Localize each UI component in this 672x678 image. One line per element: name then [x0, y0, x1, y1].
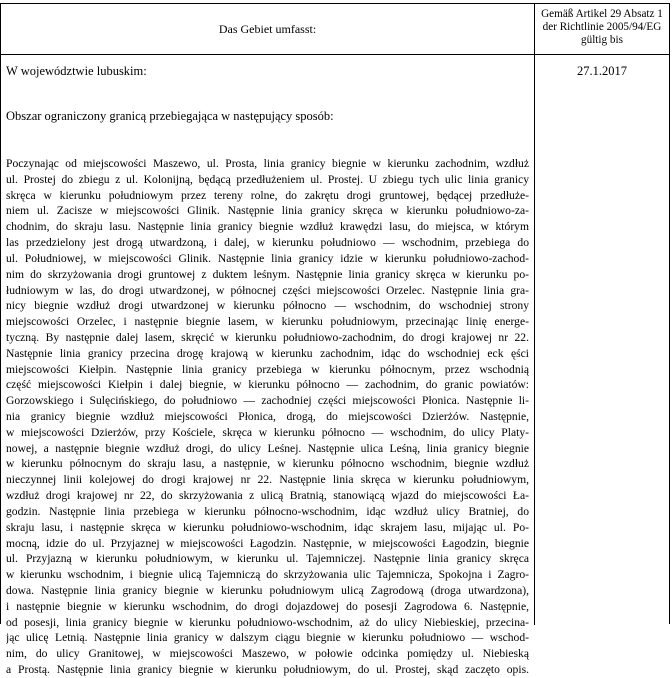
header-date-column — [535, 8, 669, 47]
header-date-line: der Richtlinie 2005/94/EG — [542, 21, 662, 33]
description-line: skręca w kierunku południowym przez tereny rolne, do zakrętu drogi gruntowej, będącej przedłuże- — [6, 188, 529, 202]
description-line: nia granicy biegnie wzdłuż miejscowości Płonica, drogą, do miejscowości Dzierżów. Następnie, — [6, 410, 529, 423]
description-line: nim, do ulicy Granitowej, w miejscowości Maszewo, w połowie odcinka pomiędzy ul. Niebieską — [6, 647, 529, 661]
description-line: nim do skrzyżowania drogi gruntowej z duktem leśnym. Następnie linia granicy skręca w kierunku po- — [6, 267, 529, 281]
region-label: W województwie lubuskim: — [6, 64, 147, 78]
description-line: miejscowości Orzelec, i następnie biegnie lasem, w kierunku południowym, przecinając linię energe- — [6, 315, 529, 329]
header-area-column: Das Gebiet umfasst: — [218, 21, 317, 36]
area-heading: Obszar ograniczony granicą przebiegająca w następujący sposób: — [6, 109, 334, 123]
header-date-line: gültig bis — [581, 34, 623, 46]
description-line: niem ul. Zacisze w miejscowości Glinik. Następnie linia granicy skręca w kierunku południowo-za- — [6, 204, 529, 218]
description-line: a Prostą. Następnie linia granicy biegnie w kierunku południowym, do ul. Prostej, skąd zaczęto opis. — [6, 663, 529, 676]
column-divider — [534, 4, 535, 625]
description-line: nieczynnej linii kolejowej do drogi krajowej nr 22. Następnie linia skręca w kierunku południowym, — [6, 473, 529, 487]
description-line: ul. Południowej, w miejscowości Glinik. Następnie linia granicy idzie w kierunku południowo-zachod- — [6, 251, 529, 265]
description-line: chodnim, do skraju lasu. Następnie linia granicy biegnie wzdłuż krawędzi lasu, do miejsca, w którym — [6, 220, 529, 234]
description-line: w kierunku północnym do skraju lasu, a następnie, w kierunku północno wschodnim, biegnie wzdłuż — [6, 457, 529, 471]
description-line: skraju lasu, i następnie skręca w kierunku południowo-wschodnim, idąc skrajem lasu, mijając ul. Po- — [6, 520, 529, 534]
description-line: ul. Prostej do zbiegu z ul. Kolonijną, będącą przedłużeniem ul. Prostej. U zbiegu tych ulic linia granicy — [6, 172, 529, 186]
description-line: od posesji, linia granicy biegnie w kierunku południowo-wschodnim, aż do ulicy Niebieskiej, przecina- — [6, 615, 529, 629]
header-date-line: Gemäß Artikel 29 Absatz 1 — [541, 8, 663, 20]
description-line: nowej, a następnie biegnie wzdłuż drogi, do ulicy Leśnej. Następnie ulica Leśną, linia granicy biegnie — [6, 441, 529, 455]
description-line: w miejscowości Dzierżów, przy Kościele, skręca w kierunku północno — wschodnim, do ulicy Platy- — [6, 425, 529, 439]
description-line: dowa. Następnie linia granicy biegnie w kierunku południowym ulicą Zagrodową (droga utwardzona), — [6, 583, 529, 597]
description-line: Poczynając od miejscowości Maszewo, ul. Prosta, linia granicy biegnie w kierunku zachodnim, wzdłuż — [6, 157, 529, 170]
description-line: część miejscowości Kiełpin i dalej biegnie, w kierunku północno — zachodnim, do granic powiatów: — [6, 378, 529, 392]
description-line: wzdłuż drogi krajowej nr 22, do skrzyżowania z ulicą Bratnią, stanowiącą wjazd do miejscowości Ła- — [6, 489, 529, 503]
description-line: jąc ulicę Letnią. Następnie linia granicy w dalszym ciągu biegnie w kierunku południowo — wschod- — [6, 631, 529, 645]
description-line: godzin. Następnie linia przebiega w kierunku północno-wschodnim, idąc wzdłuż ulicy Bratniej, do — [6, 504, 529, 518]
description-line: Gorzowskiego i Sulęcińskiego, do południowo — zachodniej części miejscowości Płonica. Następnie li- — [6, 394, 529, 408]
description-line: nicy biegnie wzdłuż drogi utwardzonej w kierunku północno — wschodnim, do wschodniej strony — [6, 299, 529, 313]
description-line: mocną, idzie do ul. Przyjaznej w miejscowości Łagodzin. Następnie, w miejscowości Łagodzin, biegnie — [6, 536, 529, 550]
description-line: tyczną. By następnie dalej lasem, skręcić w kierunku południowo-zachodnim, do drogi krajowej nr 22. — [6, 330, 529, 344]
description-line: łudniowym w las, do drogi utwardzonej, w północnej części miejscowości Orzelec. Następnie linia gra- — [6, 283, 529, 297]
valid-until-date: 27.1.2017 — [577, 64, 627, 78]
table-header-row — [1, 4, 669, 55]
description-line: ul. Przyjazną w kierunku południowym, w kierunku ul. Tajemniczej. Następnie linia granicy skręca — [6, 552, 529, 566]
boundary-description — [6, 156, 529, 678]
regulation-table — [0, 3, 670, 676]
description-line: miejscowości Kiełpin. Następnie linia granicy przebiega w kierunku północnym, przez wschodnią — [6, 362, 529, 376]
description-line: las przedzielony jest drogą utwardzoną, i dalej, w kierunku południowo — wschodnim, przebiega do — [6, 236, 529, 250]
description-line: Następnie linia granicy przecina drogę krajową w kierunku zachodnim, idąc do wschodniej eck ęści — [6, 346, 529, 360]
description-line: i następnie biegnie w kierunku wschodnim, do drogi dojazdowej do posesji Zagrodowa 6. Następnie, — [6, 599, 529, 613]
description-line: w kierunku wschodnim, i biegnie ulicą Tajemniczą do skrzyżowania ulic Tajemnicza, Spokojna i Zagro- — [6, 568, 529, 582]
